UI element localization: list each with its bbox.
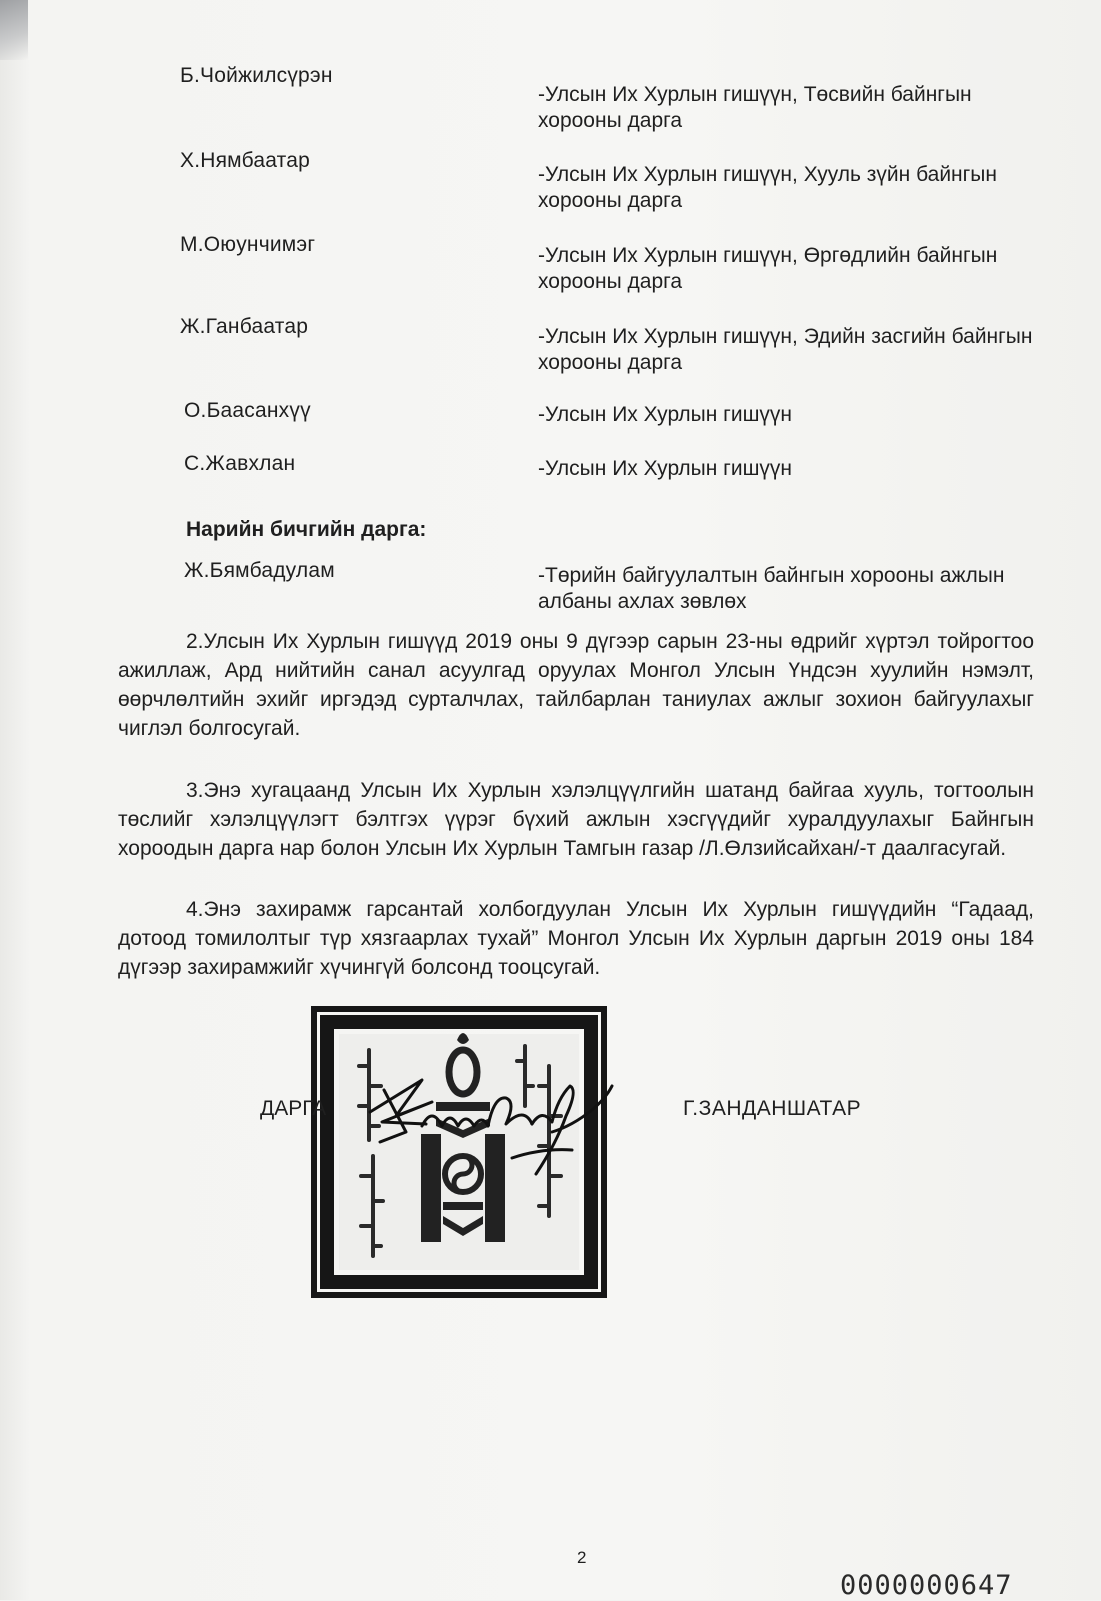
secretary-name: Ж.Бямбадулам [184, 559, 335, 582]
handwritten-signature [362, 1072, 632, 1182]
signatory-name: Г.ЗАНДАНШАТАР [683, 1097, 862, 1120]
member-name: О.Баасанхүү [184, 399, 311, 422]
member-role: -Улсын Их Хурлын гишүүн, Хууль зүйн байнгын хорооны дарга [538, 163, 997, 212]
member-name: С.Жавхлан [184, 452, 296, 475]
member-name: Х.Нямбаатар [180, 149, 310, 172]
member-role: -Улсын Их Хурлын гишүүн [538, 457, 793, 480]
serial-number: 0000000647 [840, 1570, 1013, 1601]
signature-title: ДАРГА [260, 1097, 327, 1120]
page-edge-shadow [0, 0, 28, 60]
member-role: -Улсын Их Хурлын гишүүн, Эдийн засгийн байнгын хорооны дарга [538, 325, 1033, 374]
member-role: -Улсын Их Хурлын гишүүн [538, 403, 793, 426]
paragraph-2: 2.Улсын Их Хурлын гишүүд 2019 оны 9 дүгээр сарын 23-ны өдрийг хүртэл тойрогтоо ажиллаж, Ард нийтийн санал асуулгад оруулах Монгол Улсын Үндсэн хуулийн нэмэлт, өөрчлөлтийн эхийг иргэдэд сурталчлах, тайлбарлан таниулах ажлыг зохион байгуулахыг чиглэл болгосугай. [118, 630, 1034, 740]
secretary-heading: Нарийн бичгийн дарга: [186, 518, 427, 541]
member-role: -Улсын Их Хурлын гишүүн, Төсвийн байнгын хорооны дарга [538, 83, 972, 132]
member-name: М.Оюунчимэг [180, 233, 316, 256]
secretary-role: -Төрийн байгуулалтын байнгын хорооны ажлын албаны ахлах зөвлөх [538, 564, 1005, 613]
paragraph-4: 4.Энэ захирамж гарсантай холбогдуулан Улсын Их Хурлын гишүүдийн “Гадаад, дотоод томилолтыг түр хязгаарлах тухай” Монгол Улсын Их Хурлын даргын 2019 оны 184 дүгээр захирамжийг хүчингүй болсонд тооцсугай. [118, 898, 1034, 979]
member-name: Б.Чойжилсүрэн [180, 64, 333, 87]
member-role: -Улсын Их Хурлын гишүүн, Өргөдлийн байнгын хорооны дарга [538, 244, 998, 293]
member-name: Ж.Ганбаатар [180, 315, 309, 338]
page-number: 2 [577, 1548, 587, 1567]
paragraph-3: 3.Энэ хугацаанд Улсын Их Хурлын хэлэлцүүлгийн шатанд байгаа хууль, тогтоолын төслийг хэлэлцүүлэгт бэлтгэх үүрэг бүхий ажлын хэсгүүдийг хуралдуулахыг Байнгын хороодын дарга нар болон Улсын Их Хурлын Тамгын газар /Л.Өлзийсайхан/-т даалгасугай. [118, 779, 1034, 860]
